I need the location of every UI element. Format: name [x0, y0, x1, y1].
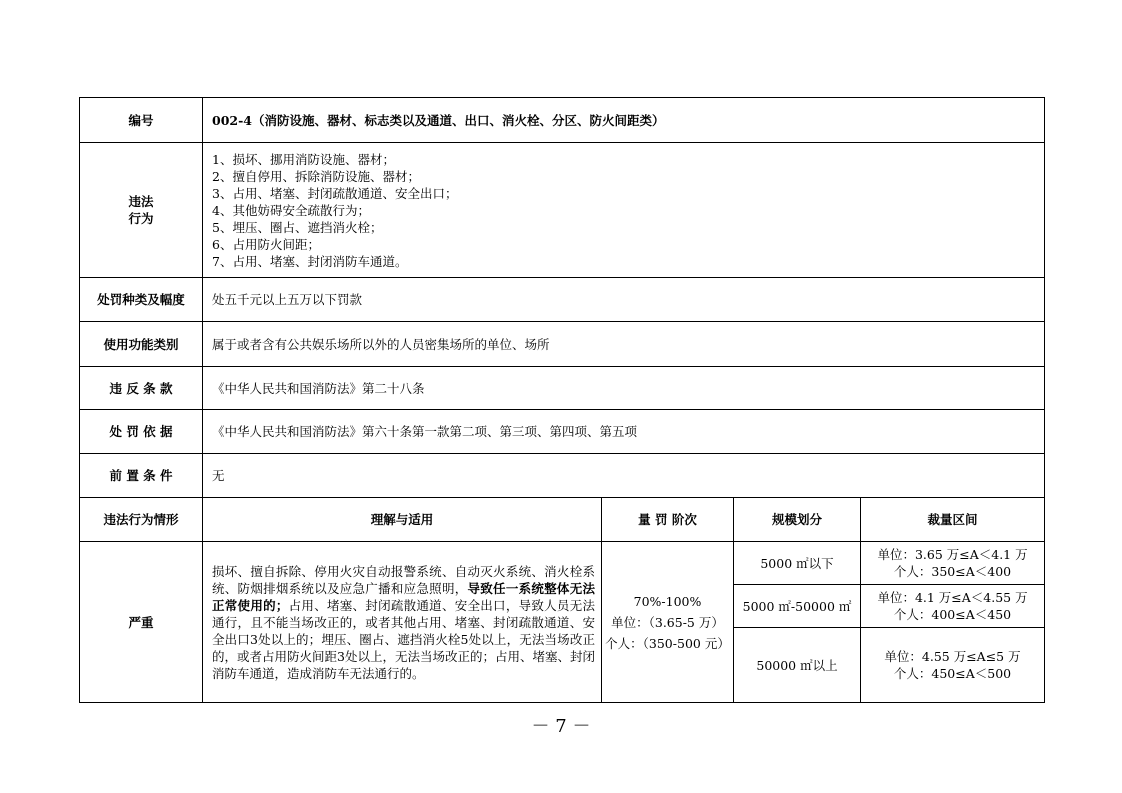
violation-item: 2、擅自停用、拆除消防设施、器材； — [212, 168, 420, 184]
tier-range-unit: 单位：4.1 万≤A＜4.55 万 — [877, 590, 1028, 605]
code-label: 编号 — [80, 98, 203, 143]
tier-range-unit: 单位：3.65 万≤A＜4.1 万 — [877, 547, 1028, 562]
level-percent: 70%-100% — [633, 593, 702, 609]
row-category — [80, 322, 1045, 367]
severe-desc-part1: 损坏、擅自拆除、停用火灾自动报警系统、自动灭火系统、消火栓系统、防烟排烟系统以及应急广播和应急照明， — [212, 563, 595, 596]
basis-value: 《中华人民共和国消防法》第六十条第一款第二项、第三项、第四项、第五项 — [203, 410, 1045, 454]
violation-item: 3、占用、堵塞、封闭疏散通道、安全出口； — [212, 185, 458, 201]
page-number: － 7 － — [531, 716, 591, 737]
violation-label-line1: 违法 — [128, 194, 154, 209]
violation-item: 6、占用防火间距； — [212, 236, 320, 252]
penalty-label: 处罚种类及幅度 — [80, 278, 203, 322]
tier-scale: 5000 ㎡以下 — [734, 542, 861, 585]
grid-header-row — [80, 498, 1045, 542]
row-clause — [80, 367, 1045, 410]
tier-range-unit: 单位：4.55 万≤A≤5 万 — [884, 649, 1021, 664]
header-scale: 规模划分 — [734, 498, 861, 542]
basis-label: 处 罚 依 据 — [80, 410, 203, 454]
tier-range — [861, 628, 1045, 703]
violation-item: 4、其他妨碍安全疏散行为； — [212, 202, 370, 218]
row-penalty — [80, 278, 1045, 322]
severe-description — [203, 542, 602, 703]
header-situation: 违法行为情形 — [80, 498, 203, 542]
tier-scale: 50000 ㎡以上 — [734, 628, 861, 703]
tier-range-person: 个人：350≤A＜400 — [893, 564, 1012, 579]
tier-range — [861, 585, 1045, 628]
violation-item: 7、占用、堵塞、封闭消防车通道。 — [212, 253, 408, 269]
header-range: 裁量区间 — [861, 498, 1045, 542]
row-basis — [80, 410, 1045, 454]
level-person: 个人：（350-500 元） — [605, 635, 730, 651]
clause-value: 《中华人民共和国消防法》第二十八条 — [203, 367, 1045, 410]
violation-item: 5、埋压、圈占、遮挡消火栓； — [212, 219, 383, 235]
severe-desc-bold: 导致任一系统整体无法正常使用的； — [212, 580, 595, 613]
precondition-label: 前 置 条 件 — [80, 454, 203, 498]
severe-desc-part2: 占用、堵塞、封闭疏散通道、安全出口，导致人员无法通行，且不能当场改正的，或者其他占用、堵塞、封闭疏散通道、安全出口3处以上的；埋压、圈占、遮挡消火栓5处以上，无法当场改正的，或者占用防火间距3处以上，无法当场改正的；占用、堵塞、封闭消防车通道，造成消防车无法通行的。 — [212, 597, 595, 681]
header-level: 量 罚 阶次 — [602, 498, 734, 542]
violation-label-line2: 行为 — [128, 211, 154, 226]
violation-item: 1、损坏、挪用消防设施、器材； — [212, 151, 395, 167]
header-understanding: 理解与适用 — [203, 498, 602, 542]
penalty-value: 处五千元以上五万以下罚款 — [203, 278, 1045, 322]
tier-range — [861, 542, 1045, 585]
tier-range-person: 个人：450≤A＜500 — [893, 666, 1012, 681]
violation-label — [80, 143, 203, 278]
regulation-table — [79, 97, 1045, 703]
row-precondition — [80, 454, 1045, 498]
category-value: 属于或者含有公共娱乐场所以外的人员密集场所的单位、场所 — [203, 322, 1045, 367]
clause-label: 违 反 条 款 — [80, 367, 203, 410]
severe-tier-row — [80, 542, 1045, 585]
tier-range-person: 个人：400≤A＜450 — [893, 607, 1012, 622]
severe-level — [602, 542, 734, 703]
severe-label: 严重 — [80, 542, 203, 703]
tier-scale: 5000 ㎡-50000 ㎡ — [734, 585, 861, 628]
level-unit: 单位：（3.65-5 万） — [611, 614, 724, 630]
violation-list — [203, 143, 1045, 278]
row-violation — [80, 143, 1045, 278]
category-label: 使用功能类别 — [80, 322, 203, 367]
precondition-value: 无 — [203, 454, 1045, 498]
row-code — [80, 98, 1045, 143]
code-value: 002-4（消防设施、器材、标志类以及通道、出口、消火栓、分区、防火间距类） — [203, 98, 1045, 143]
